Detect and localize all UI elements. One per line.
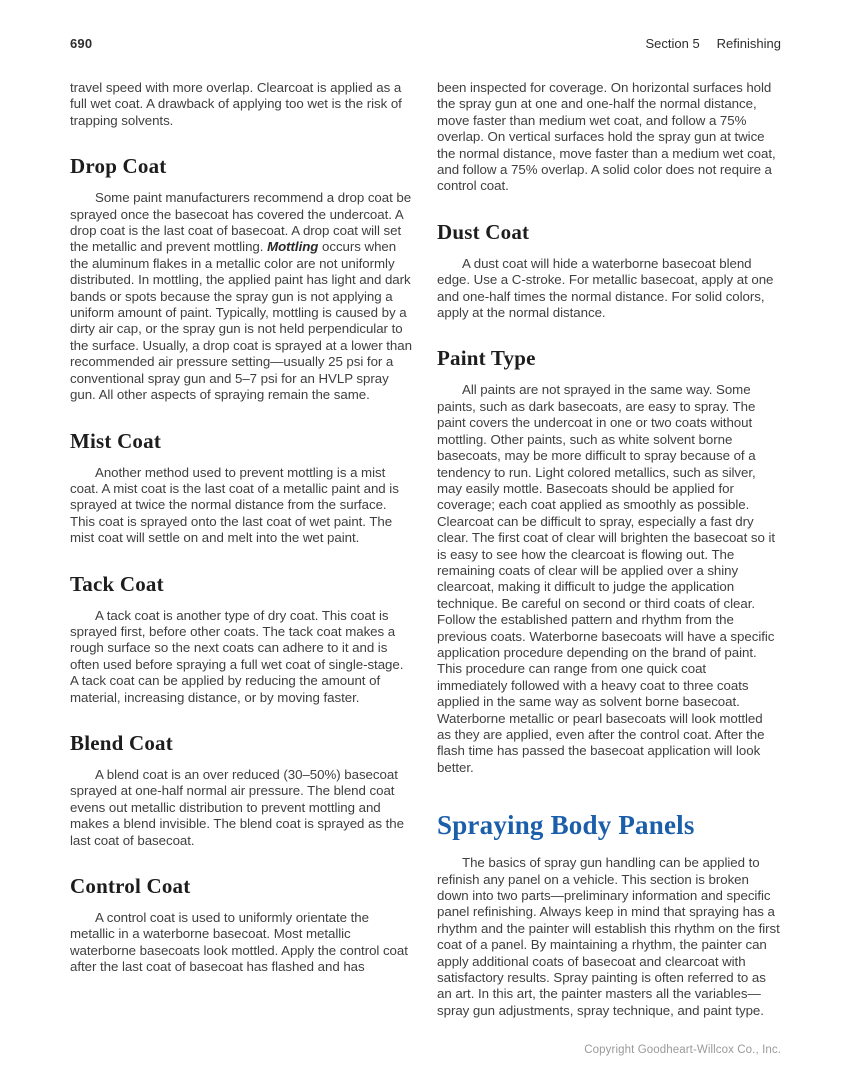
section-heading: Tack Coat — [70, 571, 164, 596]
section-paint-type — [437, 347, 780, 776]
right-column — [437, 80, 780, 1019]
section-label: Section 5 — [645, 36, 700, 51]
running-head — [645, 37, 781, 51]
paragraph: A blend coat is an over reduced (30–50%) basecoat sprayed at one-half normal air pressure. The blend coat evens out metallic distribution to prevent mottling and makes a blend invisible. The blend coat is sprayed as the last coat of basecoat. — [70, 766, 404, 848]
section-tack-coat — [70, 573, 413, 706]
section-heading: Drop Coat — [70, 154, 167, 179]
page-number: 690 — [70, 36, 93, 51]
paragraph: A tack coat is another type of dry coat. This coat is sprayed first, before other coats. The tack coat makes a rough surface so the next coats can adhere to it and is often used before spraying a full wet coat of single-stage. A tack coat can be applied by reducing the amount of material, increasing distance, or by moving faster. — [70, 607, 404, 705]
paragraph-text: Some paint manufacturers recommend a drop coat be sprayed once the basecoat has covered the undercoat. A drop coat is the last coat of basecoat. A drop coat will set the metallic and prevent mottling. — [70, 190, 412, 255]
paragraph: All paints are not sprayed in the same way. Some paints, such as dark basecoats, are easy to spray. The paint covers the undercoat in one or two coats without mottling. Other paints, such as white solvent borne basecoats, may be more difficult to spray because of a tendency to run. Light colored metallics, such as silver, may easily mottle. Basecoats should be applied for coverage; each coat applied as smoothly as possible. Clearcoat can be difficult to spray, especially a fast dry clear. The first coat of clear will brighten the basecoat so it is easy to see how the clearcoat is flowing out. The remaining coats of clear will be applied over a shiny clearcoat, making it difficult to judge the application technique. Be careful on second or third coats of clear. Follow the established pattern and rhythm from the previous coats. Waterborne basecoats will have a specific application procedure depending on the brand of paint. This procedure can range from one quick coat immediately followed with a heavy coat to three coats applied in the same way as solvent borne basecoat. Waterborne metallic or pearl basecoats will look mottled as they are applied, even after the control coat. After the flash time has passed the basecoat application will look better. — [437, 382, 776, 775]
page-footer — [70, 1044, 781, 1056]
section-heading: Blend Coat — [70, 730, 173, 755]
section-heading: Control Coat — [70, 874, 191, 898]
section-heading: Mist Coat — [70, 428, 162, 453]
paragraph: A control coat is used to uniformly orientate the metallic in a waterborne basecoat. Most metallic waterborne basecoats look mottled. Apply the control coat after the last coat of basecoat has flashed and has — [70, 910, 408, 975]
section-heading: Dust Coat — [437, 219, 530, 244]
page-header — [70, 37, 781, 51]
section-spraying-body-panels — [437, 810, 780, 1019]
major-section-heading: Spraying Body Panels — [437, 810, 695, 841]
paragraph: A dust coat will hide a waterborne basecoat blend edge. Use a C-stroke. For metallic basecoat, apply at one and one-half times the normal distance. For solid colors, apply at the normal distance. — [437, 255, 774, 321]
section-mist-coat — [70, 430, 413, 547]
section-control-coat — [70, 875, 413, 976]
chapter-title: Refinishing — [716, 36, 781, 51]
paragraph-text: occurs when the aluminum flakes in a metallic color are not uniformly distributed. In mottling, the applied paint has light and dark bands or spots because the spray gun is not applying a uniform amount of paint. Typically, mottling is caused by a dirty air cap, or the spray gun is not held perpendicular to the surface. Usually, a drop coat is sprayed at a lower than recommended air pressure setting—usually 25 psi for a conventional spray gun and 5–7 psi for an HVLP spray gun. All other aspects of spraying remain the same. — [70, 239, 412, 403]
section-heading: Paint Type — [437, 346, 536, 371]
paragraph — [70, 190, 413, 403]
copyright-notice: Copyright Goodheart-Willcox Co., Inc. — [584, 1044, 781, 1056]
paragraph-continuation: been inspected for coverage. On horizontal surfaces hold the spray gun at one and one-half the normal distance, move faster than medium wet coat, and follow a 75% overlap. On vertical surfaces hold the spray gun at twice the normal distance, move faster than a medium wet coat, and follow a 75% overlap. A solid color does not require a control coat. — [437, 80, 776, 194]
paragraph-continuation: travel speed with more overlap. Clearcoat is applied as a full wet coat. A drawback of applying too wet is the risk of trapping solvents. — [70, 80, 402, 128]
section-blend-coat — [70, 732, 413, 849]
paragraph: The basics of spray gun handling can be applied to refinish any panel on a vehicle. This section is broken down into two parts—preliminary information and specific panel refinishing. Always keep in mind that spraying has a rhythm and the painter will establish this rhythm on the first coat of a panel. By maintaining a rhythm, the painter can apply additional coats of basecoat and clearcoat with satisfactory results. Spray painting is often referred to as an art. In this art, the painter masters all the variables—spray gun adjustments, spray technique, and paint type. — [437, 855, 780, 1018]
section-dust-coat — [437, 221, 780, 322]
section-drop-coat — [70, 155, 413, 403]
two-column-body — [70, 80, 781, 1019]
paragraph: Another method used to prevent mottling is a mist coat. A mist coat is the last coat of a metallic paint and is sprayed at twice the normal distance from the surface. This coat is sprayed onto the last coat of wet paint. The mist coat will settle on and melt into the wet paint. — [70, 464, 399, 546]
emphasized-term: Mottling — [267, 239, 319, 255]
left-column — [70, 80, 413, 1019]
